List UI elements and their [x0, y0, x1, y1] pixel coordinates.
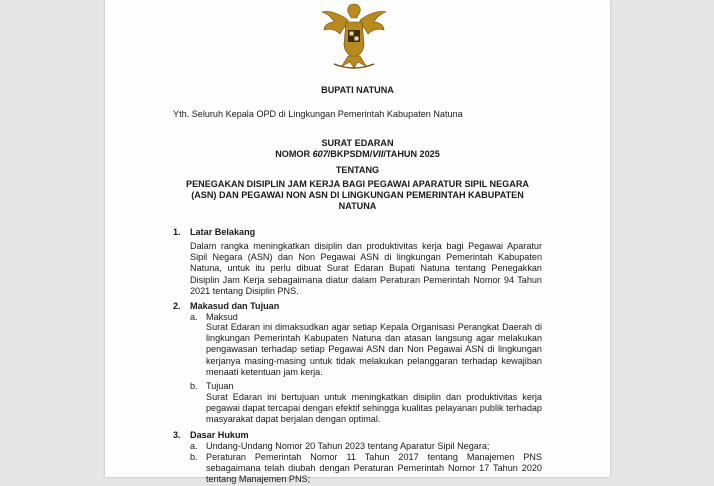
- section-3-number: 3.: [173, 430, 181, 440]
- section-2b-title: Tujuan: [206, 381, 234, 391]
- section-3-heading: Dasar Hukum: [190, 430, 249, 440]
- section-3b-label: b.: [190, 452, 198, 462]
- section-3a-text: Undang-Undang Nomor 20 Tahun 2023 tentang Aparatur Sipil Negara;: [206, 441, 490, 451]
- section-2a-title: Maksud: [206, 312, 238, 322]
- section-2b-label: b.: [190, 381, 198, 391]
- section-1-text: Dalam rangka meningkatkan disiplin dan produktivitas kerja bagi Pegawai Aparatur Sipil Negara (ASN) dan Non Pegawai ASN di lingkungan Pemerintah Kabupaten Natuna, untuk itu perlu dibuat Surat Edaran Bupati Natuna tentang Penegakkan Disiplin Jam Kerja sebagaimana diatur dalam Peraturan Pemerintah Nomor 94 Tahun 2021 tentang Disiplin PNS.: [190, 241, 542, 296]
- section-3a-label: a.: [190, 441, 198, 451]
- handwritten-number: 607: [312, 149, 328, 159]
- section-2-number: 2.: [173, 301, 181, 311]
- garuda-emblem: [318, 0, 390, 72]
- issuer-heading: BUPATI NATUNA: [321, 85, 394, 95]
- number-suffix: /TAHUN 2025: [383, 149, 440, 159]
- number-middle: /BKPSDM/: [327, 149, 373, 159]
- circular-title: SURAT EDARAN: [321, 138, 394, 148]
- document-page: [105, 0, 610, 485]
- subject-line-1: PENEGAKAN DISIPLIN JAM KERJA BAGI PEGAWAI APARATUR SIPIL NEGARA: [186, 179, 529, 189]
- handwritten-month: VII: [372, 149, 384, 159]
- section-3b-text: Peraturan Pemerintah Nomor 11 Tahun 2017 tentang Manajemen PNS sebagaimana telah diubah dengan Peraturan Pemerintah Nomor 17 Tahun 2020 tentang Manajemen PNS;: [206, 452, 542, 485]
- circular-number: [105, 149, 610, 160]
- section-1-heading: Latar Belakang: [190, 227, 256, 237]
- subject-line-2: (ASN) DAN PEGAWAI NON ASN DI LINGKUNGAN PEMERINTAH KABUPATEN: [191, 190, 524, 200]
- subject-line-3: NATUNA: [338, 201, 377, 211]
- section-2-heading: Makasud dan Tujuan: [190, 301, 280, 311]
- section-2b-text: Surat Edaran ini bertujuan untuk meningkatkan disiplin dan produktivitas kerja pegawai dapat tercapai dengan efektif sehingga kualitas pelayanan publik terhadap masyarakat dapat berjalan dengan optimal.: [206, 392, 542, 425]
- section-1-number: 1.: [173, 227, 181, 237]
- section-2a-text: Surat Edaran ini dimaksudkan agar setiap Kepala Organisasi Perangkat Daerah di lingkungan Pemerintah Kabupaten Natuna dan atasan langsung agar melakukan pengawasan terhadap setiap Pegawai ASN dan Non Pegawai ASN di lingkungan kerjanya masing-masing untuk tidak melakukan pelanggaran terhadap kewajiban menaati ketentuan jam kerja.: [206, 322, 542, 377]
- number-prefix: NOMOR: [275, 149, 311, 159]
- about-label: TENTANG: [335, 165, 380, 175]
- addressee-line: Yth. Seluruh Kepala OPD di Lingkungan Pemerintah Kabupaten Natuna: [173, 109, 463, 119]
- section-2a-label: a.: [190, 312, 198, 322]
